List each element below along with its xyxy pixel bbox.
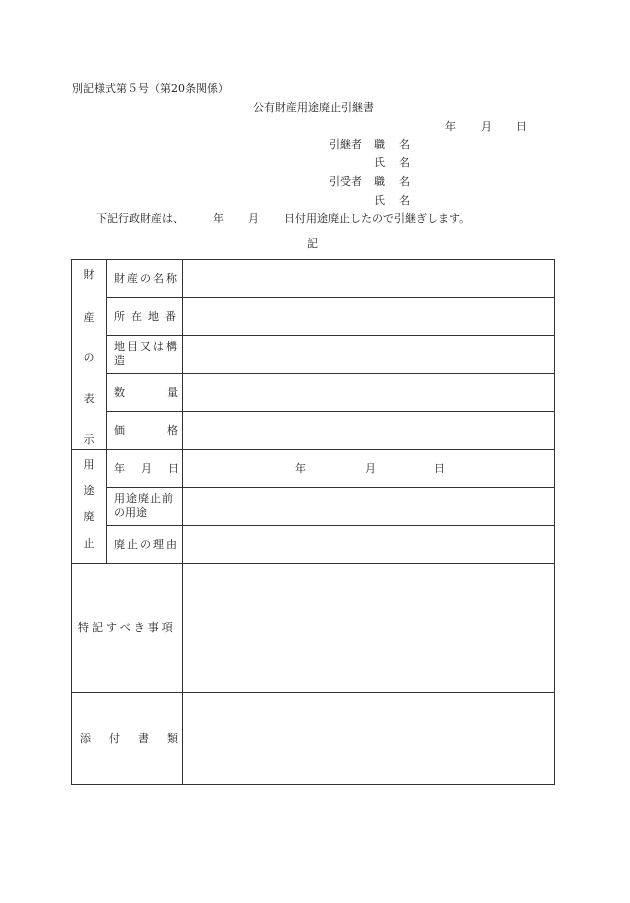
vertical-char: 表 (83, 392, 95, 405)
grid-line (106, 297, 555, 298)
row-label-reason: 廃止の理由 (114, 538, 179, 551)
row-label-prev-use-1: 用途廃止前 (114, 492, 174, 505)
name-label-d: 名 (399, 194, 410, 207)
ki-heading: 記 (307, 237, 318, 250)
statement-prefix: 下記行政財産は、 (96, 212, 184, 225)
vertical-char: 廃 (83, 510, 95, 523)
vertical-char: 財 (83, 268, 95, 281)
transferee-label: 引受者 (329, 175, 362, 188)
vertical-char: 示 (83, 433, 95, 446)
property-display-group-label (72, 260, 106, 449)
name-label-c: 氏 (374, 194, 385, 207)
document-title: 公有財産用途廃止引継書 (253, 101, 374, 114)
grid-line (106, 411, 555, 412)
date-value-month: 月 (365, 462, 376, 475)
grid-line (72, 692, 555, 693)
grid-line (106, 525, 555, 526)
vertical-char: 止 (83, 537, 95, 550)
row-label-prev-use-2: の用途 (114, 506, 147, 519)
date-month: 月 (481, 120, 492, 133)
row-label-land-type-2: 造 (114, 354, 125, 367)
post-label-b: 名 (399, 138, 410, 151)
post-label-d: 名 (399, 175, 410, 188)
grid-line (106, 487, 555, 488)
vertical-char: 用 (83, 458, 95, 471)
grid-line (182, 260, 183, 785)
row-label-location: 所在地番 (114, 310, 182, 323)
row-label-date-month: 月 (141, 462, 152, 475)
post-label-a: 職 (374, 138, 385, 151)
row-label-property-name: 財産の名称 (114, 272, 179, 285)
date-value-year: 年 (295, 462, 306, 475)
grid-line (106, 335, 555, 336)
statement-suffix: 日付用途廃止したので引継ぎします。 (284, 212, 471, 225)
row-label-price-a: 価 (114, 424, 125, 437)
transferor-label: 引継者 (329, 138, 362, 151)
date-value-day: 日 (434, 462, 445, 475)
property-table (71, 259, 555, 785)
vertical-char: の (83, 351, 95, 364)
use-abolition-group-label (72, 449, 106, 563)
grid-line (106, 373, 555, 374)
post-label-c: 職 (374, 175, 385, 188)
name-label-a: 氏 (374, 156, 385, 169)
row-label-date-year: 年 (114, 462, 125, 475)
name-label-b: 名 (399, 156, 410, 169)
statement-month: 月 (248, 212, 259, 225)
row-label-quantity-b: 量 (167, 386, 178, 399)
attachments-label: 添付書類 (80, 732, 196, 745)
grid-line (72, 563, 555, 564)
form-number: 別記様式第５号（第20条関係） (72, 82, 229, 95)
vertical-char: 産 (83, 311, 95, 324)
row-label-quantity-a: 数 (114, 386, 125, 399)
grid-line (72, 449, 555, 450)
row-label-price-b: 格 (167, 424, 178, 437)
row-label-land-type-1: 地目又は構 (114, 340, 179, 353)
date-day: 日 (516, 120, 527, 133)
vertical-char: 途 (83, 484, 95, 497)
date-year: 年 (445, 120, 456, 133)
row-label-date-day: 日 (168, 462, 179, 475)
special-notes-label: 特記すべき事項 (78, 621, 176, 634)
statement-year: 年 (213, 212, 224, 225)
